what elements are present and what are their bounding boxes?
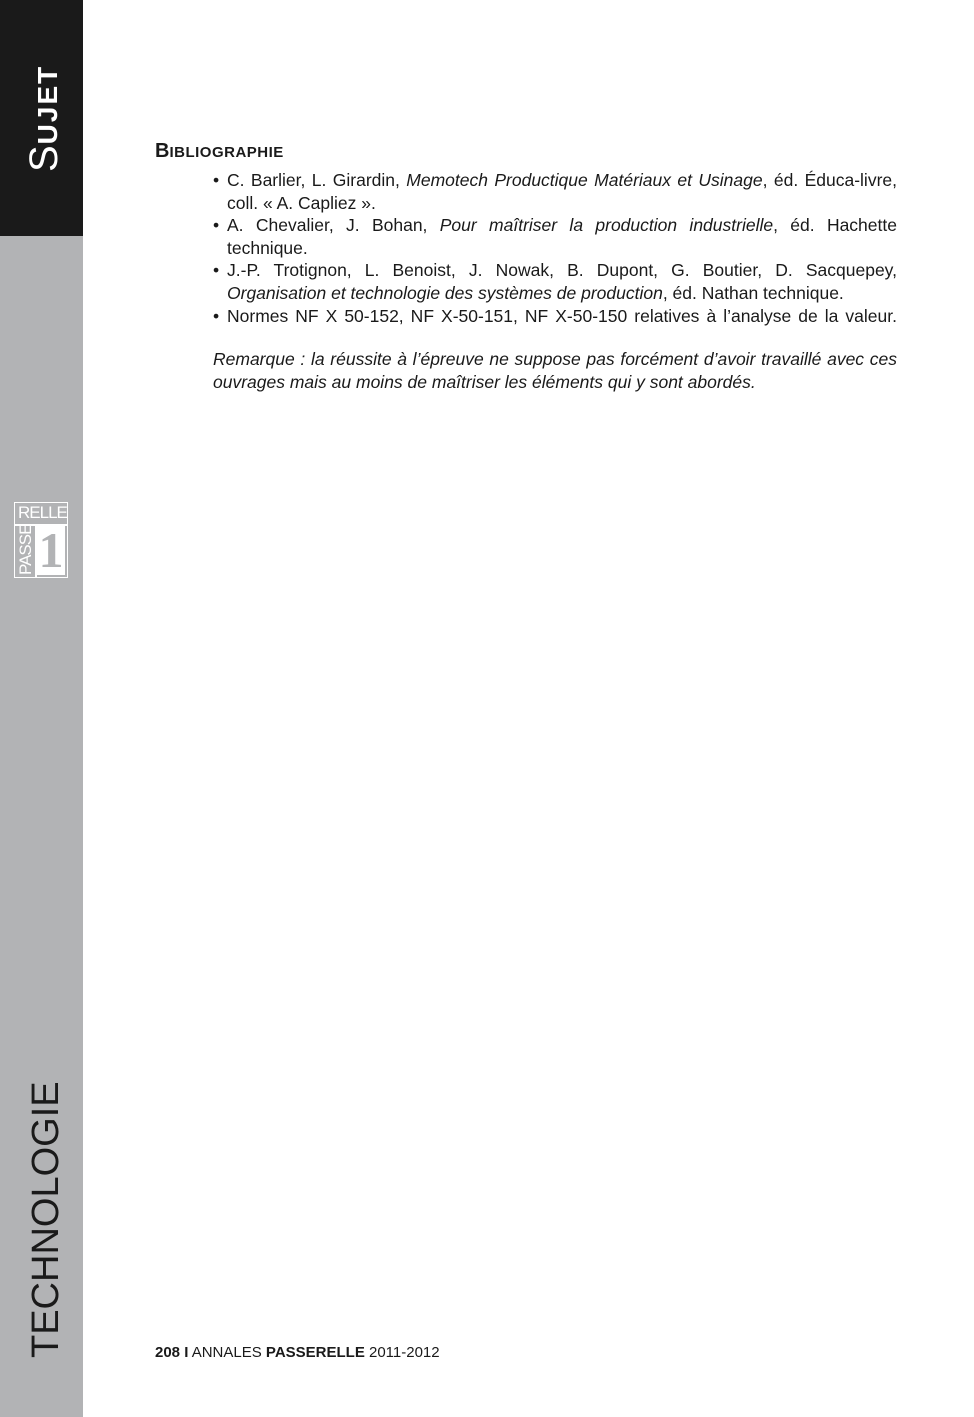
bibliography-list (213, 169, 897, 327)
logo-number: 1 (38, 522, 64, 578)
bibliography-item: • J.-P. Trotignon, L. Benoist, J. Nowak, B. Dupont, G. Boutier, D. Sacquepey, Organisation et technologie des systèmes de production, éd. Nathan technique. (213, 259, 897, 304)
bibliography-item: • C. Barlier, L. Girardin, Memotech Productique Matériaux et Usinage, éd. Éduca-livre, coll. « A. Capliez ». (213, 169, 897, 214)
logo-top-text: RELLE (18, 503, 67, 522)
footer-passerelle: PASSERELLE (265, 1344, 365, 1361)
bibliography-item: • A. Chevalier, J. Bohan, Pour maîtriser la production industrielle, éd. Hachette technique. (213, 214, 897, 259)
remark-paragraph: Remarque : la réussite à l’épreuve ne suppose pas forcément d’avoir travaillé avec ces ouvrages mais au moins de maîtriser les éléments qui y sont abordés. (213, 349, 897, 392)
section-label-sujet: SUJET (22, 64, 66, 172)
logo-side-text: PASSE (16, 524, 35, 575)
passerelle-logo (14, 502, 68, 578)
footer-years: 2011-2012 (369, 1344, 440, 1361)
page-number: 208 (155, 1344, 181, 1361)
section-heading: BIBLIOGRAPHIE (155, 140, 284, 162)
subject-label-technologie: TECHNOLOGIE (25, 1081, 67, 1358)
footer-annales: ANNALES (191, 1344, 262, 1361)
footer-separator: I (184, 1344, 189, 1361)
bibliography-item: • Normes NF X 50-152, NF X-50-151, NF X-50-150 relatives à l’analyse de la valeur. (213, 305, 897, 328)
page-footer (155, 1344, 440, 1361)
